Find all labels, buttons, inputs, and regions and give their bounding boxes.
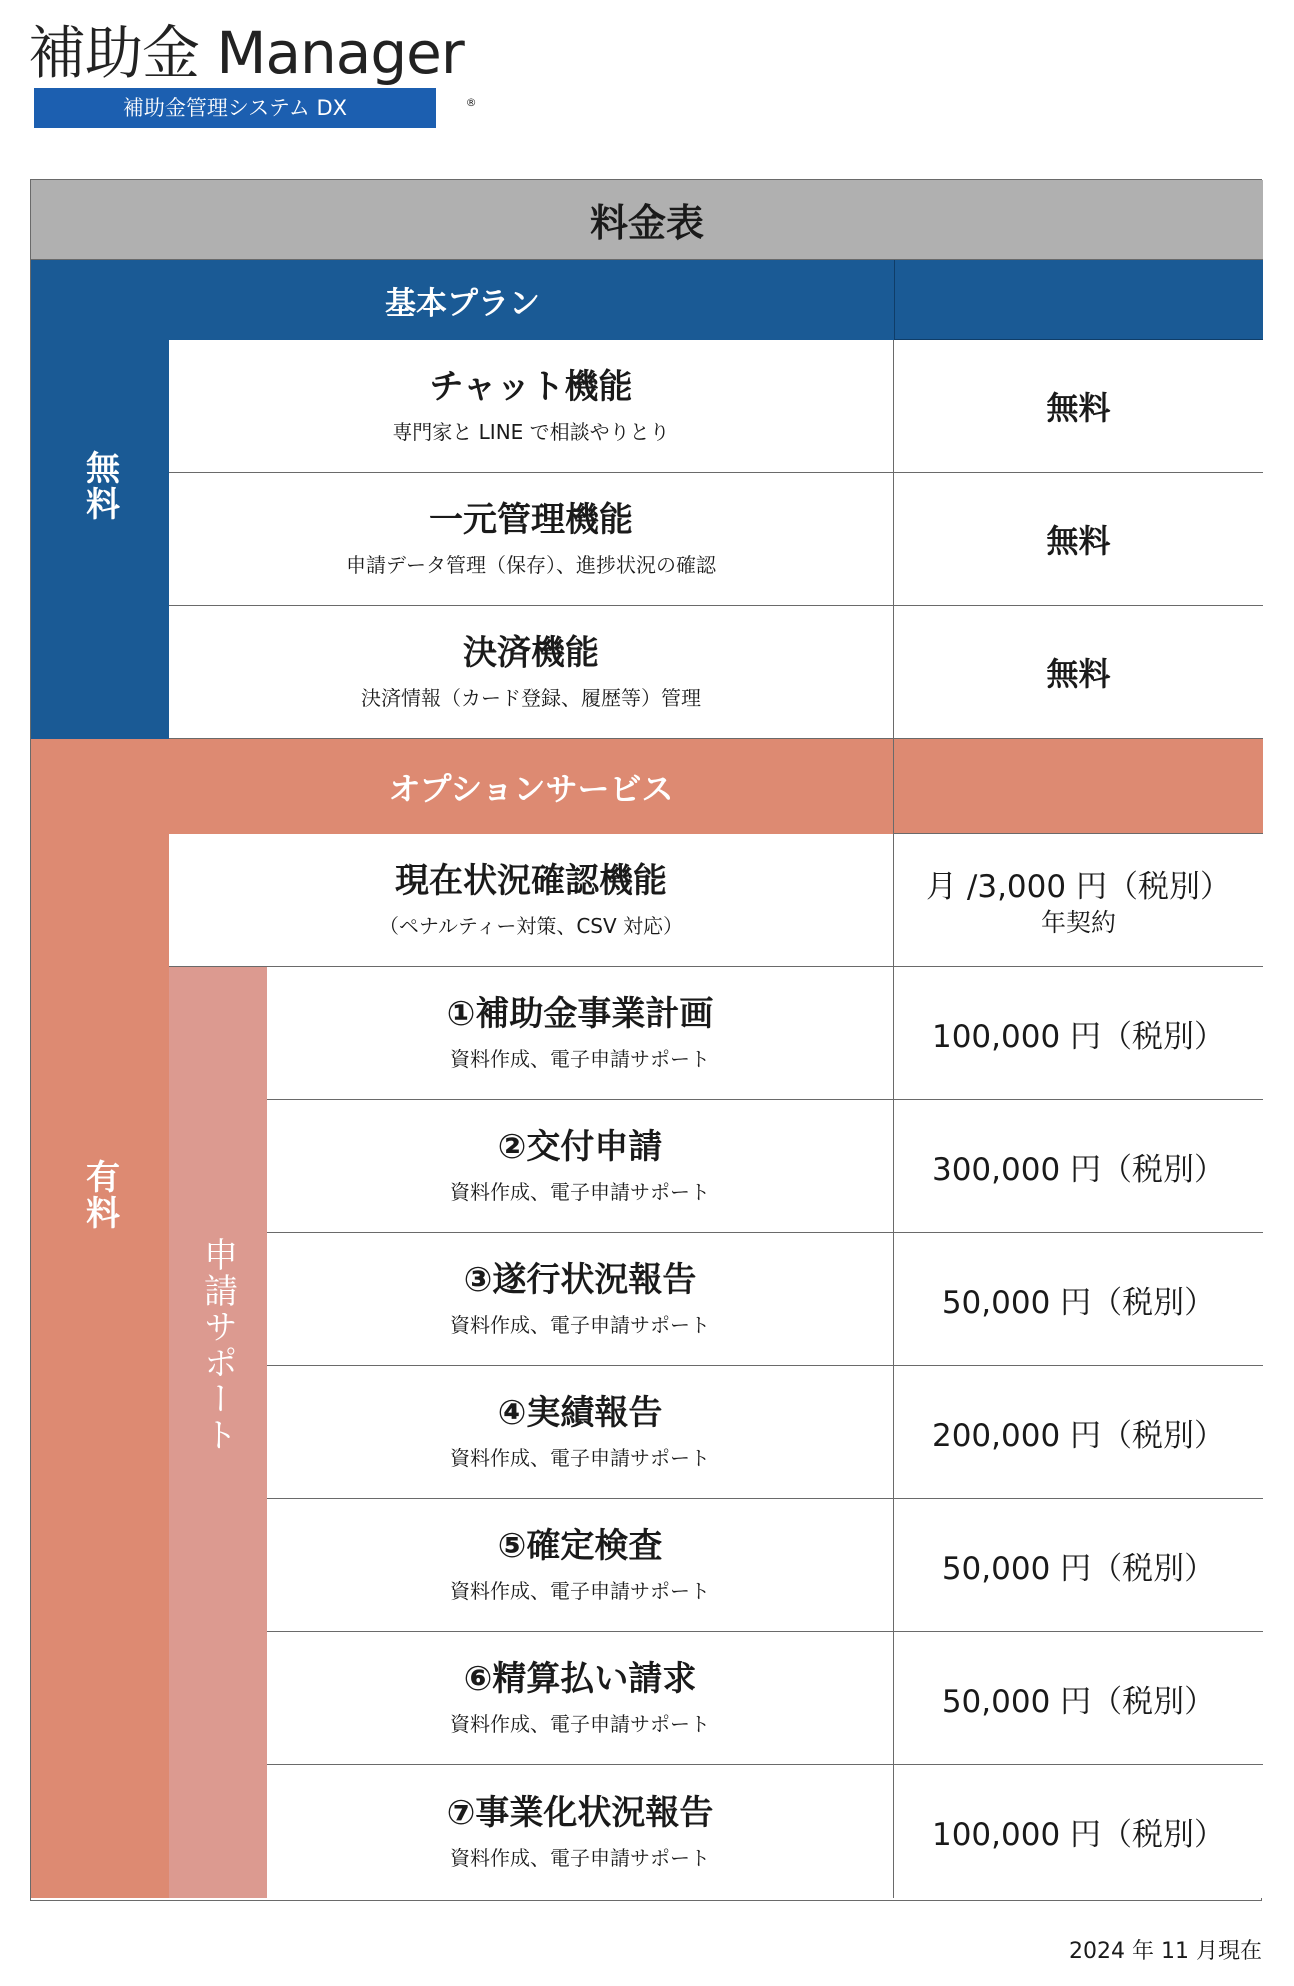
support-desc: 資料作成、電子申請サポート [450, 1047, 710, 1071]
monitor-price-note: 年契約 [1040, 907, 1116, 937]
free-side-label [31, 340, 169, 739]
feature-desc: 決済情報（カード登録、履歴等）管理 [361, 686, 701, 710]
paid-side-label [31, 739, 169, 1898]
support-desc: 資料作成、電子申請サポート [450, 1180, 710, 1204]
support-name: ④実績報告 [497, 1393, 663, 1433]
basic-plan-heading-price-cell [894, 260, 1263, 340]
support-price: 50,000 円（税別） [894, 1233, 1263, 1366]
registered-mark: ® [465, 96, 476, 109]
price-table [30, 179, 1262, 1901]
support-row [267, 1100, 894, 1233]
footer-date: 2024 年 11 月現在 [1069, 1939, 1262, 1964]
feature-price: 無料 [894, 606, 1263, 739]
support-name: ⑤確定検査 [497, 1526, 663, 1566]
feature-name: チャット機能 [429, 367, 633, 407]
feature-desc: （ペナルティー対策、CSV 対応） [378, 914, 684, 938]
options-heading-price-cell [894, 739, 1263, 834]
logo-title-text: 補助金 Manager [28, 19, 464, 87]
monitor-price-text: 月 /3,000 円（税別） [926, 868, 1231, 905]
support-name: ⑦事業化状況報告 [446, 1792, 714, 1833]
feature-desc: 申請データ管理（保存）、進捗状況の確認 [346, 553, 716, 577]
monitor-price [894, 834, 1263, 967]
feature-desc: 専門家と LINE で相談やりとり [392, 420, 670, 444]
support-price: 100,000 円（税別） [894, 1765, 1263, 1898]
support-desc: 資料作成、電子申請サポート [450, 1845, 710, 1870]
support-desc: 資料作成、電子申請サポート [450, 1579, 710, 1603]
monitor-feature-row [169, 834, 894, 967]
support-row [267, 1632, 894, 1765]
support-row [267, 1233, 894, 1366]
basic-feature-row [169, 473, 894, 606]
support-row [267, 1366, 894, 1499]
support-name: ①補助金事業計画 [446, 994, 714, 1034]
feature-price: 無料 [894, 340, 1263, 473]
feature-name: 一元管理機能 [429, 500, 633, 540]
feature-price: 無料 [894, 473, 1263, 606]
support-name: ③遂行状況報告 [463, 1260, 697, 1300]
free-side-text: 無料 [79, 450, 120, 522]
support-row [267, 967, 894, 1100]
support-row [267, 1765, 894, 1898]
logo-subtitle-bar: 補助金管理システム DX [34, 88, 436, 128]
basic-feature-row [169, 606, 894, 739]
support-name: ②交付申請 [497, 1127, 663, 1167]
support-side-text: 申請サポート [197, 1237, 238, 1453]
basic-plan-heading: 基本プラン [31, 260, 894, 340]
support-price: 200,000 円（税別） [894, 1366, 1263, 1499]
basic-feature-row [169, 340, 894, 473]
support-name: ⑥精算払い請求 [463, 1659, 697, 1699]
support-desc: 資料作成、電子申請サポート [450, 1446, 710, 1470]
support-price: 100,000 円（税別） [894, 967, 1263, 1100]
support-row [267, 1499, 894, 1632]
feature-name: 決済機能 [463, 633, 599, 673]
options-heading: オプションサービス [169, 739, 894, 834]
support-side-label [169, 967, 267, 1898]
support-price: 300,000 円（税別） [894, 1100, 1263, 1233]
feature-name: 現在状況確認機能 [395, 861, 667, 901]
support-price: 50,000 円（税別） [894, 1632, 1263, 1765]
support-desc: 資料作成、電子申請サポート [450, 1712, 710, 1736]
support-price: 50,000 円（税別） [894, 1499, 1263, 1632]
support-desc: 資料作成、電子申請サポート [450, 1313, 710, 1337]
paid-side-text: 有料 [79, 1159, 120, 1231]
table-title: 料金表 [31, 180, 1263, 260]
